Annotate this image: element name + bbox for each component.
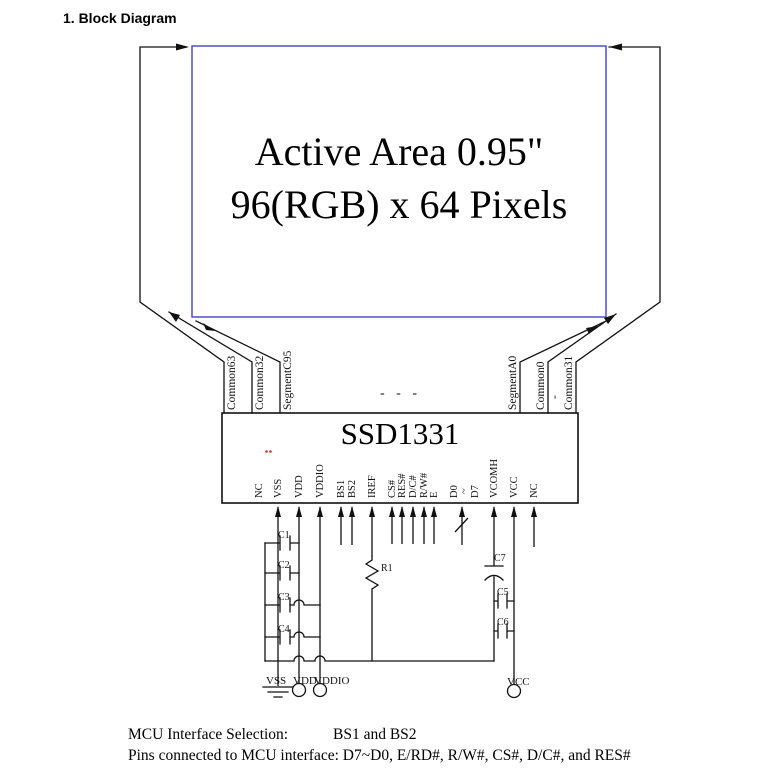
chip-name: SSD1331 — [340, 416, 460, 451]
chip-pin-label-vcomh: VCOMH — [489, 458, 500, 498]
chip-pin-label-dc: D/C# — [408, 475, 419, 498]
capacitor-c7 — [485, 566, 503, 661]
arrow-top-right-icon — [609, 44, 622, 51]
panel-pin-label-dash: - — [549, 395, 561, 399]
trace-segmenta0 — [520, 322, 604, 413]
label-c3: C3 — [278, 592, 290, 603]
ground-symbol — [263, 687, 293, 697]
chip-pin-label-res: RES# — [397, 473, 408, 498]
footer-line2: Pins connected to MCU interface: D7~D0, E/RD#, R/W#, CS#, D/C#, and RES# — [128, 747, 631, 764]
chip-pin-label-vcc: VCC — [509, 476, 520, 498]
panel-pin-label-common0: Common0 — [535, 361, 547, 410]
arrow-bottom-left-1-icon — [169, 312, 180, 322]
chip-pin-label-nc2: NC — [529, 483, 540, 498]
capacitor-c4 — [265, 630, 320, 644]
chip-pin-label-vddio: VDDIO — [315, 464, 326, 498]
label-c7: C7 — [494, 553, 506, 564]
footer-line1 — [128, 724, 631, 745]
chip-pin-label-bs2: BS2 — [347, 479, 358, 498]
chip-pin-label-tilde: ~ — [459, 488, 470, 494]
external-circuit — [263, 536, 514, 697]
label-c2: C2 — [278, 560, 290, 571]
panel-pins-ellipsis: - - - — [380, 386, 421, 401]
chip-pin-label-vss: VSS — [273, 478, 284, 498]
footer-line1-value: BS1 and BS2 — [333, 726, 417, 743]
arrow-top-left-icon — [176, 44, 189, 51]
arrow-bottom-right-2-icon — [586, 326, 598, 334]
panel-pin-label-common31: Common31 — [563, 355, 575, 410]
chip-pin-label-bs1: BS1 — [336, 479, 347, 498]
trace-segmentc95 — [196, 321, 280, 413]
panel-pin-label-common63: Common63 — [226, 355, 238, 410]
capacitor-c3 — [265, 598, 320, 612]
chip-pin-label-e: E — [429, 491, 440, 498]
chip-pin-label-rw: R/W# — [419, 472, 430, 498]
chip-pin-label-nc1: NC — [254, 483, 265, 498]
rail-label-vddio: VDDIO — [314, 675, 350, 687]
footer-line1-label: MCU Interface Selection: — [128, 726, 289, 743]
chip-pin-label-cs: CS# — [387, 479, 398, 498]
label-r1: R1 — [381, 563, 393, 574]
resistor-r1 — [366, 557, 378, 661]
label-c6: C6 — [497, 617, 509, 628]
rail-label-vcc: VCC — [507, 676, 530, 688]
chip-pin-label-d0: D0 — [449, 485, 460, 498]
chip-pin-label-d7: D7 — [470, 485, 481, 498]
page-title: 1. Block Diagram — [63, 10, 177, 26]
active-area-line2: 96(RGB) x 64 Pixels — [230, 182, 568, 227]
rail-label-vss: VSS — [266, 675, 287, 687]
label-c4: C4 — [278, 624, 290, 635]
label-c1: C1 — [278, 530, 290, 541]
panel-pin-label-segmenta0: SegmentA0 — [507, 355, 519, 410]
chip-pin-label-vdd: VDD — [294, 475, 305, 498]
panel-pin-label-common32: Common32 — [254, 355, 266, 410]
active-area-line1: Active Area 0.95" — [254, 129, 544, 174]
rail-label-vdd: VDD — [293, 675, 317, 687]
trace-common32 — [169, 312, 252, 413]
chip-pin-label-iref: IREF — [367, 475, 378, 498]
label-c5: C5 — [497, 587, 509, 598]
panel-pin-label-segmentc95: SegmentC95 — [282, 350, 294, 410]
chip-pin-arrows — [278, 507, 534, 686]
active-area-text — [192, 125, 606, 231]
footer-notes — [128, 724, 631, 766]
